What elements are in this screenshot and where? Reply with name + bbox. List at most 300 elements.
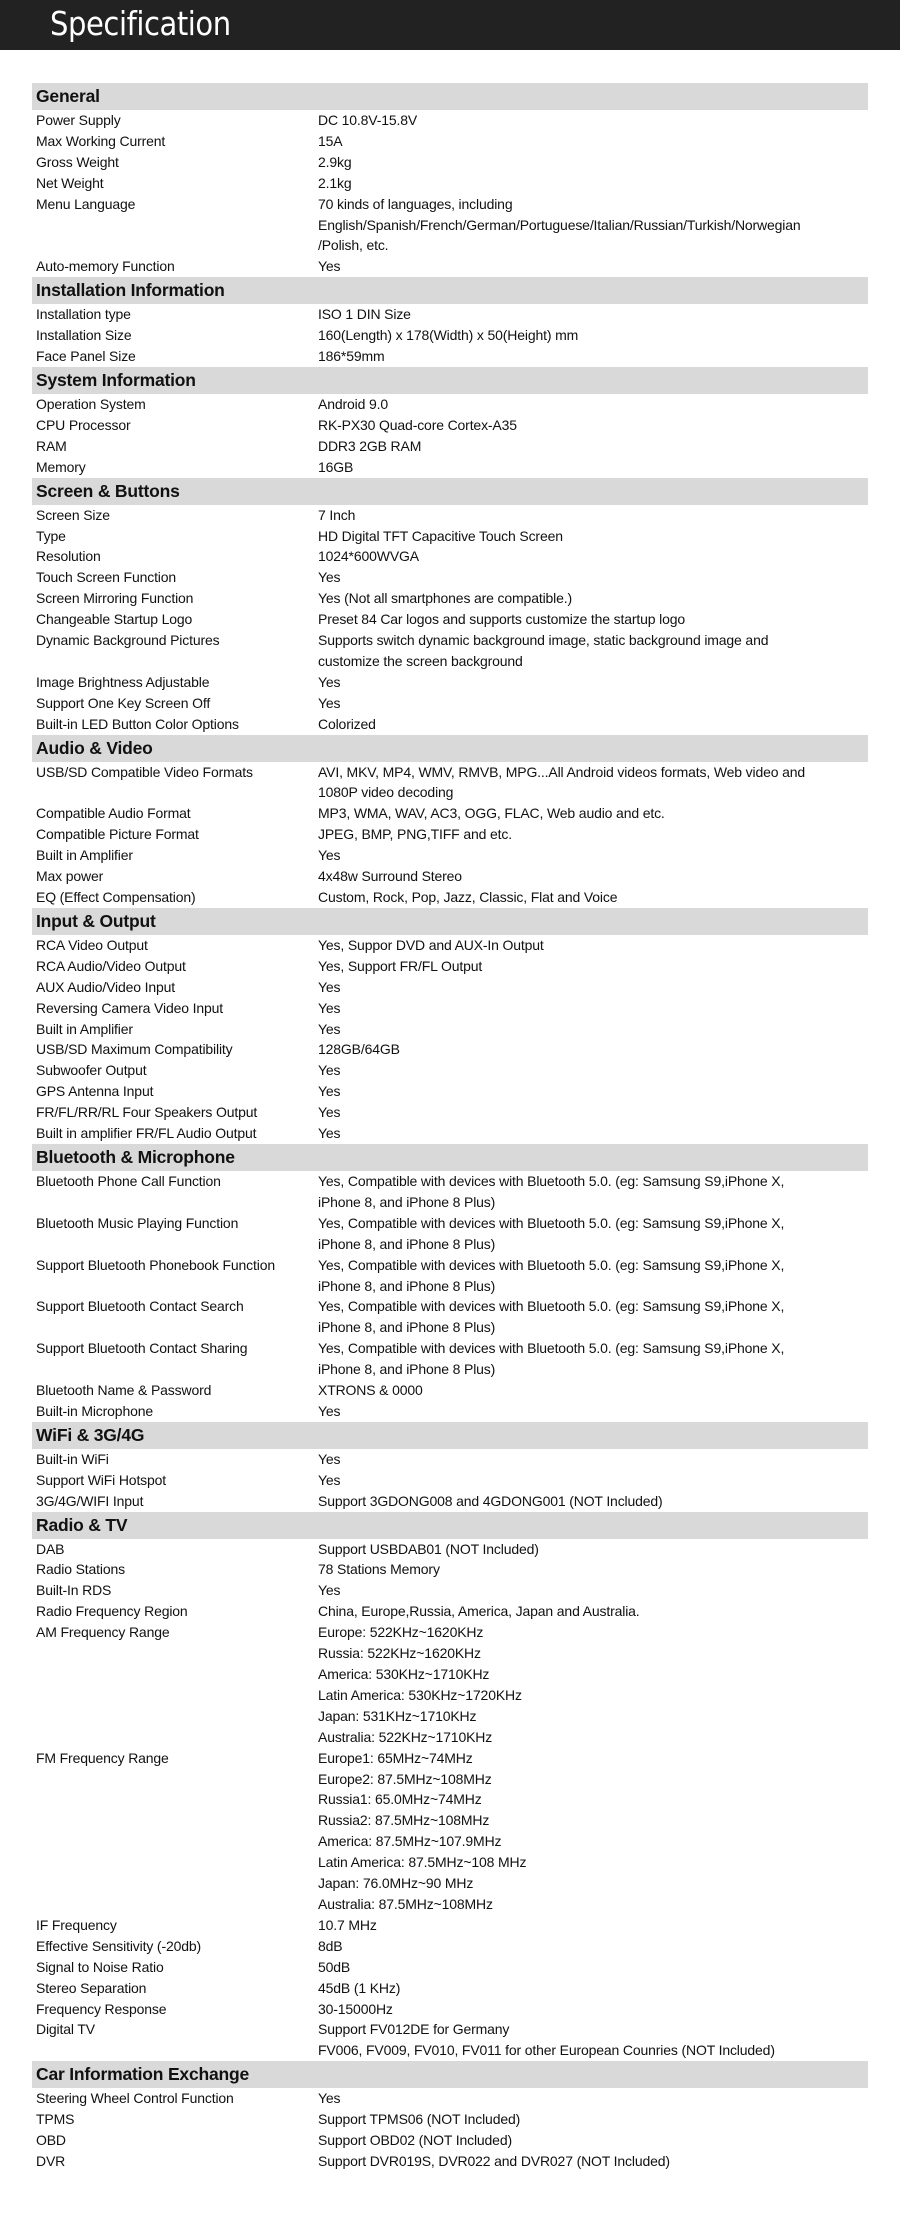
spec-value xyxy=(318,693,868,714)
spec-label: Installation type xyxy=(36,306,131,323)
spec-value-line: 50dB xyxy=(318,1958,351,1975)
spec-value-line: Australia: 522KHz~1710KHz xyxy=(318,1728,493,1745)
spec-value xyxy=(318,1978,868,1999)
spec-value-line: Yes xyxy=(318,2090,341,2107)
spec-value xyxy=(318,325,868,346)
spec-row xyxy=(32,1978,868,1999)
spec-value-line: Europe: 522KHz~1620KHz xyxy=(318,1624,484,1641)
spec-section xyxy=(32,1144,868,1422)
spec-row xyxy=(32,1060,868,1081)
spec-value-line: English/Spanish/French/German/Portuguese/Italian/Russian/Turkish/Norwegian xyxy=(318,216,801,233)
spec-value xyxy=(318,1449,868,1470)
spec-value xyxy=(318,2109,868,2130)
spec-value-line: Yes, Compatible with devices with Bluetooth 5.0. (eg: Samsung S9,iPhone X, xyxy=(318,1298,785,1315)
spec-value-line: /Polish, etc. xyxy=(318,237,389,254)
spec-row xyxy=(32,866,868,887)
spec-value xyxy=(318,1039,868,1060)
spec-value-line: Latin America: 87.5MHz~108 MHz xyxy=(318,1854,527,1871)
spec-value xyxy=(318,505,868,526)
spec-label: Bluetooth Music Playing Function xyxy=(36,1214,239,1231)
spec-value xyxy=(318,1559,868,1580)
spec-value xyxy=(318,935,868,956)
spec-value-line: customize the screen background xyxy=(318,652,523,669)
spec-value-line: Yes xyxy=(318,673,341,690)
spec-row xyxy=(32,1255,868,1297)
spec-label: USB/SD Compatible Video Formats xyxy=(36,763,253,780)
spec-row xyxy=(32,567,868,588)
spec-label: AUX Audio/Video Input xyxy=(36,978,176,995)
spec-label: Compatible Picture Format xyxy=(36,826,199,843)
spec-value-line: 1080P video decoding xyxy=(318,784,454,801)
section-header: System Information xyxy=(32,367,868,394)
spec-label: Signal to Noise Ratio xyxy=(36,1958,164,1975)
spec-value-line: 70 kinds of languages, including xyxy=(318,195,513,212)
section-header: Screen & Buttons xyxy=(32,478,868,505)
spec-row xyxy=(32,935,868,956)
spec-value-line: 7 Inch xyxy=(318,506,356,523)
spec-label: Built in amplifier FR/FL Audio Output xyxy=(36,1125,257,1142)
spec-value-line: Colorized xyxy=(318,715,376,732)
spec-row xyxy=(32,845,868,866)
spec-label: Screen Size xyxy=(36,506,110,523)
spec-label: Max power xyxy=(36,868,104,885)
spec-value-line: JPEG, BMP, PNG,TIFF and etc. xyxy=(318,826,512,843)
spec-value xyxy=(318,346,868,367)
spec-value-line: Preset 84 Car logos and supports customize the startup logo xyxy=(318,611,686,628)
spec-label: Compatible Audio Format xyxy=(36,805,191,822)
spec-label: FM Frequency Range xyxy=(36,1749,169,1766)
spec-value xyxy=(318,131,868,152)
spec-value-line: Yes, Compatible with devices with Bluetooth 5.0. (eg: Samsung S9,iPhone X, xyxy=(318,1340,785,1357)
spec-value-line: 30-15000Hz xyxy=(318,2000,393,2017)
spec-value xyxy=(318,588,868,609)
spec-label: 3G/4G/WIFI Input xyxy=(36,1492,144,1509)
spec-value-line: 128GB/64GB xyxy=(318,1041,400,1058)
section-header: General xyxy=(32,83,868,110)
spec-label: Resolution xyxy=(36,548,101,565)
spec-label: Stereo Separation xyxy=(36,1979,147,1996)
spec-value-line: Supports switch dynamic background image, static background image and xyxy=(318,632,769,649)
spec-row xyxy=(32,256,868,277)
spec-value xyxy=(318,394,868,415)
spec-label: Radio Frequency Region xyxy=(36,1603,188,1620)
spec-value-line: iPhone 8, and iPhone 8 Plus) xyxy=(318,1235,496,1252)
spec-label: Gross Weight xyxy=(36,153,119,170)
spec-label: Built-in Microphone xyxy=(36,1402,153,1419)
spec-value xyxy=(318,2151,868,2172)
spec-row xyxy=(32,1559,868,1580)
spec-row xyxy=(32,457,868,478)
spec-value-line: DDR3 2GB RAM xyxy=(318,437,422,454)
spec-row xyxy=(32,1580,868,1601)
spec-row xyxy=(32,1491,868,1512)
section-header: Installation Information xyxy=(32,277,868,304)
spec-value-line: 2.9kg xyxy=(318,153,352,170)
spec-label: Built in Amplifier xyxy=(36,847,133,864)
spec-value xyxy=(318,436,868,457)
spec-label: Changeable Startup Logo xyxy=(36,611,193,628)
section-header: WiFi & 3G/4G xyxy=(32,1422,868,1449)
spec-label: Support WiFi Hotspot xyxy=(36,1471,167,1488)
spec-value xyxy=(318,1380,868,1401)
spec-value-line: 78 Stations Memory xyxy=(318,1561,440,1578)
spec-row xyxy=(32,824,868,845)
spec-value xyxy=(318,1957,868,1978)
spec-row xyxy=(32,1380,868,1401)
spec-value xyxy=(318,1470,868,1491)
spec-value-line: Yes xyxy=(318,1125,341,1142)
spec-value xyxy=(318,1748,868,1915)
spec-value-line: China, Europe,Russia, America, Japan and Australia. xyxy=(318,1603,640,1620)
spec-value-line: 160(Length) x 178(Width) x 50(Height) mm xyxy=(318,327,579,344)
spec-label: Support One Key Screen Off xyxy=(36,694,211,711)
spec-label: RAM xyxy=(36,437,67,454)
spec-value-line: Yes xyxy=(318,978,341,995)
spec-value-line: Yes xyxy=(318,1582,341,1599)
spec-label: Subwoofer Output xyxy=(36,1062,147,1079)
spec-label: Image Brightness Adjustable xyxy=(36,673,210,690)
specification-table xyxy=(32,83,868,2172)
spec-label: TPMS xyxy=(36,2111,75,2128)
spec-row xyxy=(32,436,868,457)
spec-label: FR/FL/RR/RL Four Speakers Output xyxy=(36,1104,258,1121)
spec-value xyxy=(318,1936,868,1957)
spec-value xyxy=(318,845,868,866)
spec-label: Auto-memory Function xyxy=(36,258,175,275)
spec-value xyxy=(318,1019,868,1040)
spec-value xyxy=(318,546,868,567)
spec-label: GPS Antenna Input xyxy=(36,1083,154,1100)
spec-section xyxy=(32,277,868,367)
spec-row xyxy=(32,887,868,908)
spec-value-line: Russia1: 65.0MHz~74MHz xyxy=(318,1791,482,1808)
spec-label: Built-in LED Button Color Options xyxy=(36,715,239,732)
spec-value-line: 15A xyxy=(318,132,343,149)
spec-label: RCA Video Output xyxy=(36,936,148,953)
section-header: Bluetooth & Microphone xyxy=(32,1144,868,1171)
spec-row xyxy=(32,1296,868,1338)
spec-value-line: Yes, Suppor DVD and AUX-In Output xyxy=(318,936,544,953)
spec-value-line: DC 10.8V-15.8V xyxy=(318,112,418,128)
spec-value-line: 8dB xyxy=(318,1937,343,1954)
spec-row xyxy=(32,415,868,436)
spec-value-line: Japan: 76.0MHz~90 MHz xyxy=(318,1875,474,1892)
spec-row xyxy=(32,325,868,346)
spec-row xyxy=(32,173,868,194)
spec-row xyxy=(32,1957,868,1978)
spec-value-line: Japan: 531KHz~1710KHz xyxy=(318,1707,477,1724)
spec-value xyxy=(318,1102,868,1123)
spec-value xyxy=(318,1255,868,1297)
spec-value-line: Yes, Compatible with devices with Bluetooth 5.0. (eg: Samsung S9,iPhone X, xyxy=(318,1214,785,1231)
spec-value xyxy=(318,1338,868,1380)
spec-row xyxy=(32,1213,868,1255)
spec-row xyxy=(32,762,868,804)
spec-label: Dynamic Background Pictures xyxy=(36,632,220,649)
spec-value xyxy=(318,1171,868,1213)
spec-value xyxy=(318,1491,868,1512)
spec-value xyxy=(318,1296,868,1338)
spec-value-line: Yes xyxy=(318,694,341,711)
spec-value xyxy=(318,1601,868,1622)
spec-value xyxy=(318,2130,868,2151)
spec-row xyxy=(32,304,868,325)
spec-label: Effective Sensitivity (-20db) xyxy=(36,1937,202,1954)
spec-row xyxy=(32,1915,868,1936)
spec-label: OBD xyxy=(36,2132,66,2149)
spec-value-line: Yes (Not all smartphones are compatible.) xyxy=(318,590,573,607)
spec-value xyxy=(318,762,868,804)
spec-value xyxy=(318,152,868,173)
spec-value-line: Support OBD02 (NOT Included) xyxy=(318,2132,512,2149)
spec-value-line: Yes, Support FR/FL Output xyxy=(318,957,483,974)
spec-value-line: Support DVR019S, DVR022 and DVR027 (NOT Included) xyxy=(318,2152,670,2169)
spec-value xyxy=(318,1123,868,1144)
spec-value xyxy=(318,256,868,277)
spec-value xyxy=(318,194,868,257)
section-header: Input & Output xyxy=(32,908,868,935)
spec-value-line: Support 3GDONG008 and 4GDONG001 (NOT Included) xyxy=(318,1492,663,1509)
spec-row xyxy=(32,1338,868,1380)
spec-row xyxy=(32,1449,868,1470)
spec-value-line: ISO 1 DIN Size xyxy=(318,306,411,323)
spec-value-line: FV006, FV009, FV010, FV011 for other European Counries (NOT Included) xyxy=(318,2042,775,2059)
spec-label: USB/SD Maximum Compatibility xyxy=(36,1041,233,1058)
spec-value xyxy=(318,956,868,977)
spec-label: Max Working Current xyxy=(36,132,166,149)
spec-label: Bluetooth Phone Call Function xyxy=(36,1172,221,1189)
spec-value-line: MP3, WMA, WAV, AC3, OGG, FLAC, Web audio and etc. xyxy=(318,805,665,822)
spec-row xyxy=(32,956,868,977)
spec-row xyxy=(32,505,868,526)
spec-row xyxy=(32,2151,868,2172)
spec-row xyxy=(32,1081,868,1102)
spec-row xyxy=(32,110,868,131)
spec-section xyxy=(32,735,868,908)
spec-value xyxy=(318,1539,868,1560)
spec-row xyxy=(32,131,868,152)
spec-value-line: Yes xyxy=(318,1402,341,1419)
spec-label: Net Weight xyxy=(36,174,104,191)
spec-row xyxy=(32,1039,868,1060)
spec-value xyxy=(318,866,868,887)
spec-label: RCA Audio/Video Output xyxy=(36,957,186,974)
spec-row xyxy=(32,588,868,609)
spec-row xyxy=(32,194,868,257)
spec-value-line: 2.1kg xyxy=(318,174,352,191)
spec-row xyxy=(32,672,868,693)
spec-value xyxy=(318,110,868,131)
spec-label: Screen Mirroring Function xyxy=(36,590,194,607)
spec-value xyxy=(318,173,868,194)
spec-row xyxy=(32,1936,868,1957)
spec-value xyxy=(318,526,868,547)
spec-value-line: HD Digital TFT Capacitive Touch Screen xyxy=(318,527,563,544)
spec-value xyxy=(318,1081,868,1102)
spec-label: Operation System xyxy=(36,395,146,412)
spec-value-line: iPhone 8, and iPhone 8 Plus) xyxy=(318,1277,496,1294)
spec-value xyxy=(318,304,868,325)
spec-row xyxy=(32,714,868,735)
spec-value-line: Europe1: 65MHz~74MHz xyxy=(318,1749,473,1766)
spec-value-line: AVI, MKV, MP4, WMV, RMVB, MPG...All Android videos formats, Web video and xyxy=(318,763,806,780)
spec-value-line: Support USBDAB01 (NOT Included) xyxy=(318,1540,539,1557)
spec-value-line: 4x48w Surround Stereo xyxy=(318,868,462,885)
spec-value-line: Yes xyxy=(318,1104,341,1121)
spec-value-line: iPhone 8, and iPhone 8 Plus) xyxy=(318,1319,496,1336)
spec-value-line: Android 9.0 xyxy=(318,395,388,412)
spec-section xyxy=(32,1512,868,2062)
spec-value xyxy=(318,630,868,672)
spec-value xyxy=(318,1915,868,1936)
spec-value-line: Yes xyxy=(318,847,341,864)
spec-value xyxy=(318,567,868,588)
spec-label: Type xyxy=(36,527,66,544)
spec-row xyxy=(32,1171,868,1213)
spec-value-line: 45dB (1 KHz) xyxy=(318,1979,401,1996)
spec-value-line: 1024*600WVGA xyxy=(318,548,419,565)
spec-label: Steering Wheel Control Function xyxy=(36,2090,234,2107)
spec-value-line: iPhone 8, and iPhone 8 Plus) xyxy=(318,1361,496,1378)
spec-value xyxy=(318,977,868,998)
spec-section xyxy=(32,1422,868,1512)
spec-label: Built-in WiFi xyxy=(36,1450,109,1467)
spec-value-line: Yes xyxy=(318,1020,341,1037)
spec-label: Reversing Camera Video Input xyxy=(36,999,223,1016)
spec-value-line: Australia: 87.5MHz~108MHz xyxy=(318,1895,493,1912)
spec-row xyxy=(32,693,868,714)
spec-label: Bluetooth Name & Password xyxy=(36,1382,212,1399)
spec-value-line: America: 87.5MHz~107.9MHz xyxy=(318,1833,502,1850)
spec-value xyxy=(318,2019,868,2061)
spec-value-line: 16GB xyxy=(318,458,354,475)
spec-label: Frequency Response xyxy=(36,2000,167,2017)
spec-row xyxy=(32,2088,868,2109)
spec-value xyxy=(318,457,868,478)
spec-row xyxy=(32,394,868,415)
spec-value-line: XTRONS & 0000 xyxy=(318,1382,423,1399)
section-header: Car Information Exchange xyxy=(32,2061,868,2088)
spec-value xyxy=(318,2088,868,2109)
spec-value-line: Yes xyxy=(318,1450,341,1467)
spec-row xyxy=(32,1601,868,1622)
spec-label: Digital TV xyxy=(36,2021,95,2038)
spec-row xyxy=(32,1102,868,1123)
spec-label: Support Bluetooth Contact Search xyxy=(36,1298,244,1315)
spec-value-line: 10.7 MHz xyxy=(318,1916,377,1933)
spec-row xyxy=(32,803,868,824)
spec-value-line: Yes xyxy=(318,999,341,1016)
spec-row xyxy=(32,526,868,547)
spec-value xyxy=(318,714,868,735)
spec-value-line: Custom, Rock, Pop, Jazz, Classic, Flat and Voice xyxy=(318,889,618,905)
spec-row xyxy=(32,1123,868,1144)
spec-row xyxy=(32,1470,868,1491)
spec-section xyxy=(32,83,868,277)
spec-value-line: iPhone 8, and iPhone 8 Plus) xyxy=(318,1193,496,1210)
spec-value-line: 186*59mm xyxy=(318,348,385,365)
spec-row xyxy=(32,152,868,173)
spec-value-line: Latin America: 530KHz~1720KHz xyxy=(318,1686,522,1703)
spec-value xyxy=(318,1580,868,1601)
page-title: Specification xyxy=(50,4,231,43)
spec-label: Power Supply xyxy=(36,112,121,128)
spec-value-line: Support TPMS06 (NOT Included) xyxy=(318,2111,521,2128)
spec-value-line: Yes, Compatible with devices with Bluetooth 5.0. (eg: Samsung S9,iPhone X, xyxy=(318,1172,785,1189)
spec-label: Support Bluetooth Contact Sharing xyxy=(36,1340,248,1357)
spec-row xyxy=(32,2019,868,2061)
spec-label: DAB xyxy=(36,1540,65,1557)
title-banner xyxy=(0,0,900,50)
spec-value-line: Yes xyxy=(318,1471,341,1488)
spec-label: Support Bluetooth Phonebook Function xyxy=(36,1256,275,1273)
spec-label: Touch Screen Function xyxy=(36,569,177,586)
spec-value-line: Russia2: 87.5MHz~108MHz xyxy=(318,1812,490,1829)
spec-row xyxy=(32,998,868,1019)
spec-label: CPU Processor xyxy=(36,416,131,433)
spec-section xyxy=(32,478,868,735)
spec-row xyxy=(32,609,868,630)
spec-value-line: Europe2: 87.5MHz~108MHz xyxy=(318,1770,492,1787)
spec-value-line: Yes xyxy=(318,258,341,275)
spec-label: DVR xyxy=(36,2152,66,2169)
spec-section xyxy=(32,2061,868,2172)
spec-value xyxy=(318,1999,868,2020)
spec-value-line: Yes xyxy=(318,1062,341,1079)
spec-row xyxy=(32,1622,868,1747)
spec-label: EQ (Effect Compensation) xyxy=(36,889,196,905)
spec-row xyxy=(32,630,868,672)
spec-value xyxy=(318,415,868,436)
spec-value xyxy=(318,1622,868,1747)
spec-value xyxy=(318,609,868,630)
spec-row xyxy=(32,1401,868,1422)
spec-label: Radio Stations xyxy=(36,1561,125,1578)
spec-value-line: Yes, Compatible with devices with Bluetooth 5.0. (eg: Samsung S9,iPhone X, xyxy=(318,1256,785,1273)
spec-value xyxy=(318,1401,868,1422)
spec-value-line: RK-PX30 Quad-core Cortex-A35 xyxy=(318,416,517,433)
spec-section xyxy=(32,908,868,1144)
spec-row xyxy=(32,1539,868,1560)
spec-row xyxy=(32,1019,868,1040)
spec-row xyxy=(32,546,868,567)
spec-label: Menu Language xyxy=(36,195,136,212)
spec-label: Face Panel Size xyxy=(36,348,136,365)
spec-label: Memory xyxy=(36,458,86,475)
spec-value-line: America: 530KHz~1710KHz xyxy=(318,1666,490,1682)
spec-value xyxy=(318,824,868,845)
spec-label: Installation Size xyxy=(36,327,132,344)
spec-label: AM Frequency Range xyxy=(36,1624,170,1641)
spec-row xyxy=(32,1999,868,2020)
spec-value-line: Russia: 522KHz~1620KHz xyxy=(318,1645,481,1662)
spec-value-line: Yes xyxy=(318,1083,341,1100)
spec-row xyxy=(32,2130,868,2151)
spec-row xyxy=(32,2109,868,2130)
spec-value xyxy=(318,803,868,824)
spec-row xyxy=(32,1748,868,1915)
spec-value xyxy=(318,1213,868,1255)
spec-value-line: Support FV012DE for Germany xyxy=(318,2021,510,2038)
section-header: Audio & Video xyxy=(32,735,868,762)
spec-value-line: Yes xyxy=(318,569,341,586)
spec-row xyxy=(32,346,868,367)
spec-label: Built in Amplifier xyxy=(36,1020,133,1037)
spec-value xyxy=(318,1060,868,1081)
spec-value xyxy=(318,998,868,1019)
spec-section xyxy=(32,367,868,478)
spec-value xyxy=(318,887,868,908)
